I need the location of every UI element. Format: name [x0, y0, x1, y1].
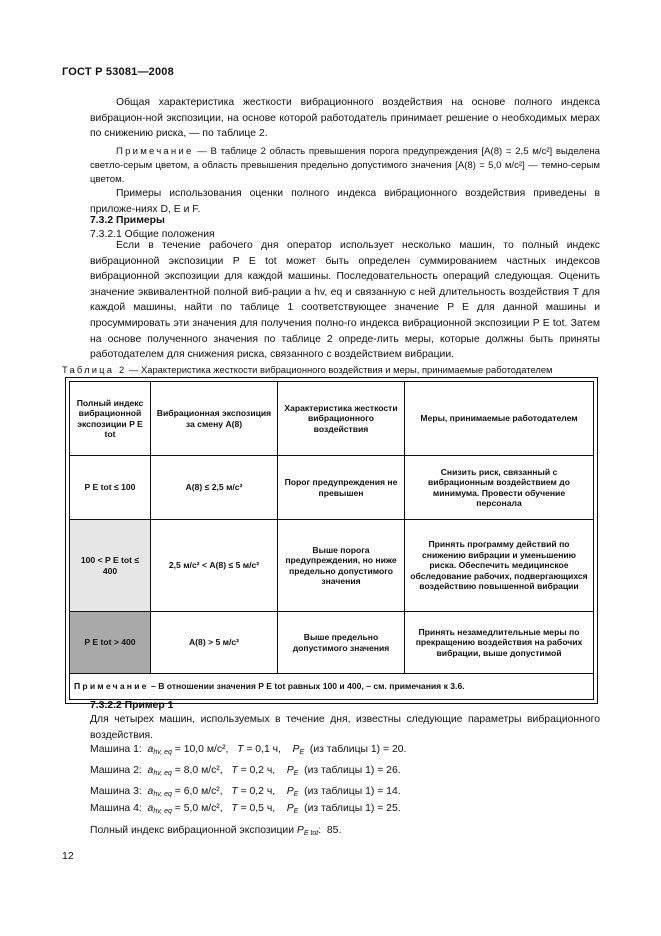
machine-pe: (из таблицы 1) = 14. [304, 786, 401, 797]
paragraph-intro [90, 95, 600, 142]
table-header-row [70, 382, 594, 456]
header-characteristic: Характеристика жесткости вибрационного воздействия [278, 382, 405, 456]
machine-pe: (из таблицы 1) = 25. [304, 803, 401, 814]
paragraph-intro-text: Общая характеристика жесткости вибрационного воздействия на основе полного индекса вибрацион-ной экспозиции, на основе которой работодатель принимает решение о необходимых мерах по снижению риска, — по таблице 2. [90, 97, 600, 140]
machine-line: Машина 3: $a_{hv, eq} = 6,0$ м/с², T = 0,2 ч, $P_E$ (из таблицы 1) = 14. [90, 786, 401, 798]
table-caption-label: Таблица 2 [62, 364, 127, 375]
machine-accel: = 10,0 м/с², [174, 744, 229, 755]
machine-name: Машина 1: [90, 744, 142, 755]
note-1-label: Примечание [116, 146, 194, 157]
page-number: 12 [62, 850, 74, 862]
total-index-label: Полный индекс вибрационной экспозиции [90, 825, 294, 836]
machine-time: = 0,2 ч, [240, 765, 276, 776]
header-measures: Меры, принимаемые работодателем [405, 382, 594, 456]
table-caption [62, 364, 607, 375]
machine-accel: = 6,0 м/с², [174, 786, 223, 797]
total-index-line: Полный индекс вибрационной экспозиции $P_{E tot}$: 85. [90, 825, 342, 837]
machine-pe: (из таблицы 1) = 26. [304, 765, 401, 776]
row3-a8: A(8) > 5 м/с² [151, 612, 278, 674]
row2-a8: 2,5 м/с² < A(8) ≤ 5 м/с² [151, 520, 278, 612]
table-row [70, 612, 594, 674]
machine-name: Машина 3: [90, 786, 142, 797]
measures-table [65, 377, 598, 704]
note-1 [90, 145, 600, 187]
machine-time: = 0,1 ч, [246, 744, 281, 755]
machine-line: Машина 2: $a_{hv, eq} = 8,0$ м/с², T = 0,2 ч, $P_E$ (из таблицы 1) = 26. [90, 765, 401, 777]
machine-name: Машина 2: [90, 765, 142, 776]
machine-time: = 0,5 ч, [240, 803, 276, 814]
heading-example-1: 7.3.2.2 Пример 1 [90, 700, 174, 711]
machine-time: = 0,2 ч, [240, 786, 276, 797]
paragraph-examples-ref-text: Примеры использования оценки полного индекса вибрационного воздействия приведены в приложе-ниях D, E и F. [90, 188, 600, 215]
machine-accel: = 8,0 м/с², [174, 765, 223, 776]
heading-7-3-2-1: 7.3.2.1 Общие положения [90, 229, 215, 240]
row3-measures: Принять незамедлительные меры по прекращению воздействия на рабочих вибрации, выше допустимой [405, 612, 594, 674]
machine-line: Машина 1: $a_{hv, eq} = 10,0$ м/с², T = 0,1 ч, $P_E$ (из таблицы 1) = 20. [90, 744, 407, 756]
machine-accel: = 5,0 м/с², [174, 803, 223, 814]
table-note-row [70, 674, 594, 700]
table-row [70, 520, 594, 612]
header-pe-tot: Полный индекс вибрационной экспозиции P E tot [70, 382, 151, 456]
example-intro: Для четырех машин, используемых в течение дня, известны следующие параметры вибрационного воздействия. [90, 714, 600, 741]
row3-pe: P E tot > 400 [70, 612, 151, 674]
table-note-label: Примечание [74, 681, 149, 692]
machine-pe: (из таблицы 1) = 20. [309, 744, 407, 755]
row1-pe: P E tot ≤ 100 [70, 456, 151, 520]
paragraph-procedure-text: Если в течение рабочего дня оператор использует несколько машин, то полный индекс вибрационной экспозиции P E tot может быть определен суммированием частных индексов вибрационной экспозиции для каждой машины. Последовательность операций следующая. Оценить значение эквивалентной полной виб-рации a hv, eq и связанную с ней длительность воздействия T для каждой машины, найти по таблице 1 соответствующее значение P E для данной машины и просуммировать эти значения для получения полно-го индекса вибрационной экспозиции P E tot. Затем на основе полученного значения по таблице 2 опреде-лить меры, которые должны быть приняты работодателем для снижения риска, связанного с воздействием вибрации. [90, 240, 600, 361]
row2-characteristic: Выше порога предупреждения, но ниже предельно допустимого значения [278, 520, 405, 612]
machine-line: Машина 4: $a_{hv, eq} = 5,0$ м/с², T = 0,5 ч, $P_E$ (из таблицы 1) = 25. [90, 803, 401, 815]
table-note-text: – В отношении значения P E tot равных 100 и 400, – см. примечания к 3.6. [151, 681, 465, 692]
total-index-value: 85. [326, 825, 342, 836]
row2-measures: Принять программу действий по снижению вибрации и уменьшению риска. Обеспечить медицинское обследование рабочих, подвергающихся воздействию повышенной вибрации [405, 520, 594, 612]
doc-header: ГОСТ Р 53081—2008 [62, 66, 174, 78]
heading-7-3-2: 7.3.2 Примеры [90, 215, 165, 226]
row1-characteristic: Порог предупреждения не превышен [278, 456, 405, 520]
row2-pe: 100 < P E tot ≤ 400 [70, 520, 151, 612]
note-1-text: — В таблице 2 область превышения порога предупреждения [A(8) = 2,5 м/с²] выделена светло-серым цветом, а область превышения предельно допустимого значения [A(8) = 5,0 м/с²] — темно-серым цветом. [90, 146, 600, 185]
table-caption-text: — Характеристика жесткости вибрационного воздействия и меры, принимаемые работодателем [129, 364, 553, 375]
paragraph-procedure [90, 238, 600, 363]
measures-table-grid [69, 381, 594, 700]
machine-name: Машина 4: [90, 803, 142, 814]
row3-characteristic: Выше предельно допустимого значения [278, 612, 405, 674]
row1-measures: Снизить риск, связанный с вибрационным воздействием до минимума. Провести обучение персонала [405, 456, 594, 520]
table-row [70, 456, 594, 520]
header-a8: Вибрационная экспозиция за смену A(8) [151, 382, 278, 456]
row1-a8: A(8) ≤ 2,5 м/с² [151, 456, 278, 520]
